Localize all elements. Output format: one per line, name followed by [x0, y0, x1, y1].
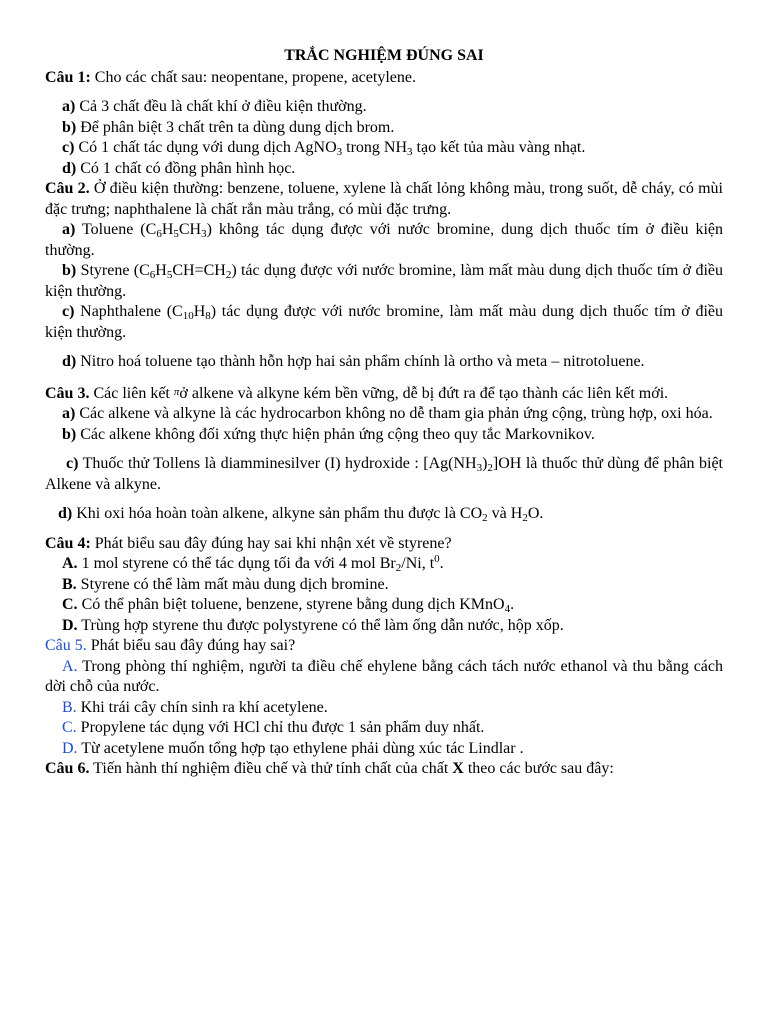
question-5-option-d: D. Từ acetylene muốn tổng hợp tạo ethylene phải dùng xúc tác Lindlar . — [62, 739, 524, 757]
question-5-option-c: C. Propylene tác dụng với HCl chỉ thu được 1 sản phẩm duy nhất. — [62, 719, 485, 736]
question-4-option-d: D. Trùng hợp styrene thu được polystyrene có thể làm ống dẫn nước, hộp xốp. — [62, 616, 564, 634]
question-2-option-a: a) Toluene $(C_6H_5CH_3)$ không tác dụng được với nước bromine, dung dịch thuốc tím ở điều kiện thường. — [45, 221, 724, 259]
question-3-stem: Câu 3. Các liên kết πở alkene và alkyne kém bền vững, dễ bị đứt ra để tạo thành các liên kết mới. — [45, 384, 669, 402]
question-1-stem: Câu 1: Cho các chất sau: neopentane, propene, acetylene. — [45, 68, 416, 86]
question-1-option-b: b) Để phân biệt 3 chất trên ta dùng dung dịch brom. — [62, 118, 395, 136]
question-3-label: Câu 3. — [45, 384, 90, 402]
question-5-option-b: B. Khi trái cây chín sinh ra khí acetylene. — [62, 698, 328, 716]
question-5-stem: Câu 5. Phát biểu sau đây đúng hay sai? — [45, 637, 296, 654]
question-3-option-a: a) Các alkene và alkyne là các hydrocarbon không no dễ tham gia phản ứng cộng, trùng hợp, oxi hóa. — [62, 405, 713, 422]
question-6-label: Câu 6. — [45, 760, 90, 777]
question-1-option-d: d) Có 1 chất có đồng phân hình học. — [62, 159, 296, 177]
substance-x: X — [452, 760, 464, 777]
question-1-option-a: a) Cả 3 chất đều là chất khí ở điều kiện thường. — [62, 98, 367, 115]
pi-symbol: π — [173, 385, 180, 398]
question-4-label: Câu 4: — [45, 534, 91, 552]
question-4-option-a: A. 1 mol styrene có thể tác dụng tối đa với 4 mol $Br_2/Ni$, $t^0$. — [62, 553, 444, 574]
question-3-option-b: b) Các alkene không đối xứng thực hiện phản ứng cộng theo quy tắc Markovnikov. — [62, 425, 595, 443]
question-4-option-b: B. Styrene có thể làm mất màu dung dịch bromine. — [62, 575, 389, 593]
question-2-stem: Câu 2. Ở điều kiện thường: benzene, toluene, xylene là chất lỏng không màu, trong suốt, dễ cháy, có mùi đặc trưng; naphthalene là chất rắn màu trắng, có mùi đặc trưng. — [45, 180, 723, 218]
question-5-option-a: A. Trong phòng thí nghiệm, người ta điều chế ehylene bằng cách tách nước ethanol và thu bằng cách dời chỗ của nước. — [45, 657, 723, 695]
page-title: TRẮC NGHIỆM ĐÚNG SAI — [284, 47, 484, 64]
question-3-option-d: d) Khi oxi hóa hoàn toàn alkene, alkyne sản phẩm thu được là $CO_2$ và $H_2O$. — [58, 505, 544, 524]
question-5-label: Câu 5. — [45, 637, 87, 654]
question-2-option-b: b) Styrene $(C_6H_5CH=CH_2)$ tác dụng được với nước bromine, làm mất màu dung dịch thuốc tím ở điều kiện thường. — [45, 262, 724, 300]
question-6-stem: Câu 6. Tiến hành thí nghiệm điều chế và thử tính chất của chất X theo các bước sau đây: — [45, 760, 614, 777]
question-4-option-c: C. Có thể phân biệt toluene, benzene, styrene bằng dung dịch KMnO$_4$. — [62, 596, 515, 615]
question-1-option-c: c) Có 1 chất tác dụng với dung dịch AgNO$_3$ trong $NH_3$ tạo kết tủa màu vàng nhạt. — [62, 139, 586, 158]
question-4-stem: Câu 4: Phát biểu sau đây đúng hay sai khi nhận xét về styrene? — [45, 534, 452, 552]
question-2-option-d: d) Nitro hoá toluene tạo thành hỗn hợp hai sản phẩm chính là ortho và meta – nitrotoluene. — [62, 353, 645, 370]
question-1-label: Câu 1: — [45, 68, 91, 86]
question-2-label: Câu 2. — [45, 180, 90, 197]
question-2-option-c: c) Naphthalene $(C_{10}H_8)$ tác dụng được với nước bromine, làm mất màu dung dịch thuốc tím ở điều kiện thường. — [45, 303, 723, 341]
question-3-option-c: c) Thuốc thử Tollens là diamminesilver (I) hydroxide : $[Ag(NH_3)_2]OH$ là thuốc thử dùng để phân biệt Alkene và alkyne. — [45, 455, 723, 493]
